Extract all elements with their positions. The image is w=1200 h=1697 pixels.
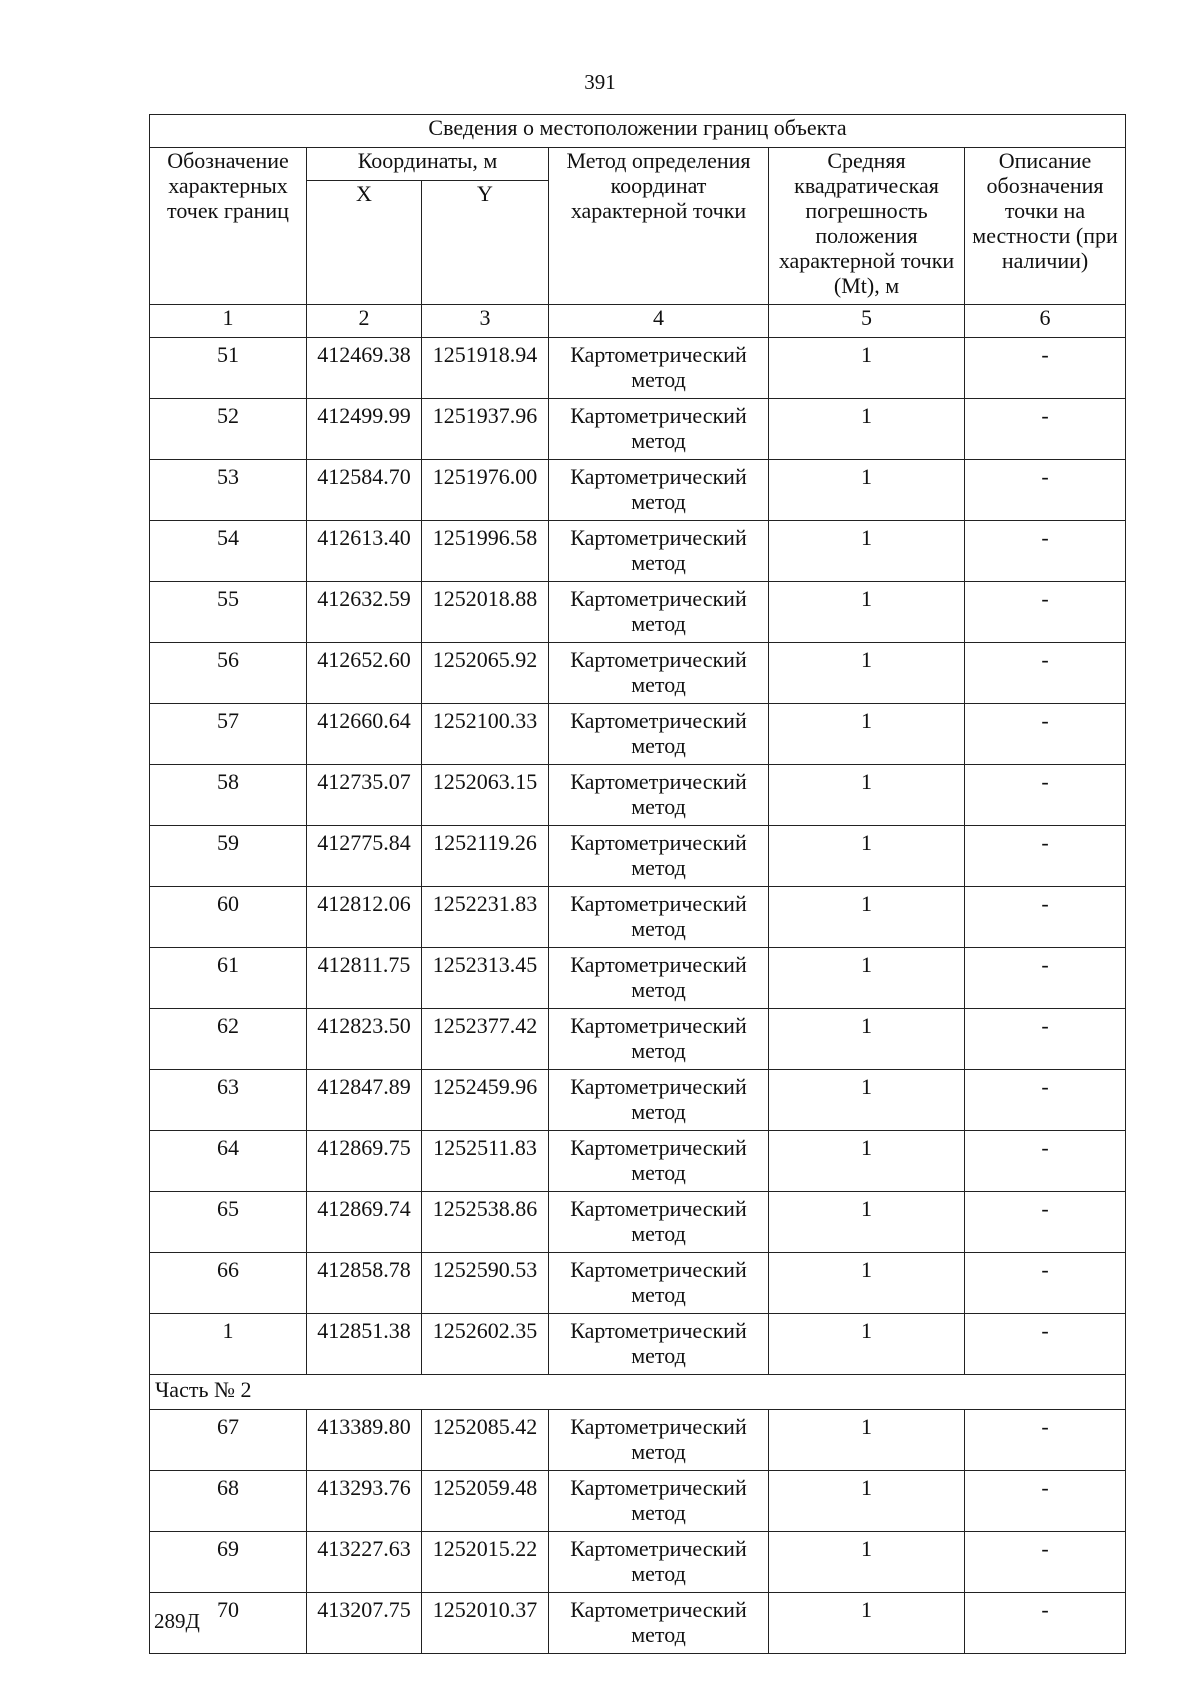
accuracy-cell: 1 [769, 1593, 965, 1654]
table-row [150, 1410, 1126, 1471]
method-cell: Картометрический метод [549, 1532, 769, 1593]
description-cell: - [965, 1070, 1126, 1131]
header-point-designation: Обозначение характерных точек границ [150, 148, 307, 305]
accuracy-cell: 1 [769, 887, 965, 948]
description-cell: - [965, 1314, 1126, 1375]
accuracy-cell: 1 [769, 1471, 965, 1532]
column-number: 2 [307, 305, 422, 338]
footer-code: 289Д [154, 1609, 200, 1633]
method-cell: Картометрический метод [549, 826, 769, 887]
y-coordinate-cell: 1252377.42 [422, 1009, 549, 1070]
point-cell: 53 [150, 460, 307, 521]
point-cell: 57 [150, 704, 307, 765]
point-cell: 55 [150, 582, 307, 643]
header-coordinates: Координаты, м [307, 148, 549, 181]
method-cell: Картометрический метод [549, 460, 769, 521]
x-coordinate-cell: 413293.76 [307, 1471, 422, 1532]
y-coordinate-cell: 1252015.22 [422, 1532, 549, 1593]
y-coordinate-cell: 1252459.96 [422, 1070, 549, 1131]
description-cell: - [965, 521, 1126, 582]
accuracy-cell: 1 [769, 1192, 965, 1253]
y-coordinate-cell: 1252313.45 [422, 948, 549, 1009]
method-cell: Картометрический метод [549, 1593, 769, 1654]
description-cell: - [965, 704, 1126, 765]
point-cell: 65 [150, 1192, 307, 1253]
accuracy-cell: 1 [769, 826, 965, 887]
description-cell: - [965, 1009, 1126, 1070]
y-coordinate-cell: 1252018.88 [422, 582, 549, 643]
description-cell: - [965, 765, 1126, 826]
accuracy-cell: 1 [769, 399, 965, 460]
point-cell: 61 [150, 948, 307, 1009]
y-coordinate-cell: 1252511.83 [422, 1131, 549, 1192]
x-coordinate-cell: 412869.74 [307, 1192, 422, 1253]
header-accuracy: Средняя квадратическая погрешность положения характерной точки (Mt), м [769, 148, 965, 305]
description-cell: - [965, 887, 1126, 948]
point-cell: 52 [150, 399, 307, 460]
point-cell: 56 [150, 643, 307, 704]
table-row [150, 948, 1126, 1009]
accuracy-cell: 1 [769, 643, 965, 704]
point-cell: 68 [150, 1471, 307, 1532]
accuracy-cell: 1 [769, 1253, 965, 1314]
method-cell: Картометрический метод [549, 948, 769, 1009]
method-cell: Картометрический метод [549, 338, 769, 399]
table-title-row [150, 115, 1126, 148]
description-cell: - [965, 1593, 1126, 1654]
y-coordinate-cell: 1252063.15 [422, 765, 549, 826]
table-row [150, 704, 1126, 765]
point-cell: 51 [150, 338, 307, 399]
method-cell: Картометрический метод [549, 887, 769, 948]
table-header-row [150, 148, 1126, 181]
point-cell: 63 [150, 1070, 307, 1131]
y-coordinate-cell: 1252590.53 [422, 1253, 549, 1314]
description-cell: - [965, 399, 1126, 460]
point-cell: 54 [150, 521, 307, 582]
y-coordinate-cell: 1252538.86 [422, 1192, 549, 1253]
x-coordinate-cell: 412847.89 [307, 1070, 422, 1131]
accuracy-cell: 1 [769, 1314, 965, 1375]
part-heading-row [150, 1375, 1126, 1410]
table-row [150, 582, 1126, 643]
x-coordinate-cell: 412499.99 [307, 399, 422, 460]
x-coordinate-cell: 413207.75 [307, 1593, 422, 1654]
method-cell: Картометрический метод [549, 582, 769, 643]
y-coordinate-cell: 1251976.00 [422, 460, 549, 521]
y-coordinate-cell: 1252602.35 [422, 1314, 549, 1375]
table-row [150, 1070, 1126, 1131]
table-row [150, 1009, 1126, 1070]
accuracy-cell: 1 [769, 1532, 965, 1593]
page-number: 391 [584, 70, 616, 94]
method-cell: Картометрический метод [549, 1192, 769, 1253]
method-cell: Картометрический метод [549, 765, 769, 826]
x-coordinate-cell: 413227.63 [307, 1532, 422, 1593]
point-cell: 66 [150, 1253, 307, 1314]
table-row [150, 521, 1126, 582]
accuracy-cell: 1 [769, 1009, 965, 1070]
description-cell: - [965, 1253, 1126, 1314]
y-coordinate-cell: 1252065.92 [422, 643, 549, 704]
table-row [150, 399, 1126, 460]
description-cell: - [965, 948, 1126, 1009]
accuracy-cell: 1 [769, 1070, 965, 1131]
table-row [150, 1253, 1126, 1314]
y-coordinate-cell: 1252119.26 [422, 826, 549, 887]
description-cell: - [965, 338, 1126, 399]
y-coordinate-cell: 1252010.37 [422, 1593, 549, 1654]
description-cell: - [965, 643, 1126, 704]
point-cell: 59 [150, 826, 307, 887]
table-row [150, 826, 1126, 887]
method-cell: Картометрический метод [549, 1070, 769, 1131]
header-description: Описание обозначения точки на местности (при наличии) [965, 148, 1126, 305]
point-cell: 70 [150, 1593, 307, 1654]
table-row [150, 1131, 1126, 1192]
table-row [150, 1314, 1126, 1375]
y-coordinate-cell: 1251918.94 [422, 338, 549, 399]
method-cell: Картометрический метод [549, 704, 769, 765]
x-coordinate-cell: 412660.64 [307, 704, 422, 765]
point-cell: 1 [150, 1314, 307, 1375]
table-row [150, 1593, 1126, 1654]
part-label: Часть № 2 [150, 1375, 1126, 1410]
y-coordinate-cell: 1252231.83 [422, 887, 549, 948]
table-row [150, 460, 1126, 521]
accuracy-cell: 1 [769, 1410, 965, 1471]
point-cell: 64 [150, 1131, 307, 1192]
header-y: Y [422, 181, 549, 305]
description-cell: - [965, 460, 1126, 521]
x-coordinate-cell: 412811.75 [307, 948, 422, 1009]
column-number: 5 [769, 305, 965, 338]
y-coordinate-cell: 1252059.48 [422, 1471, 549, 1532]
method-cell: Картометрический метод [549, 399, 769, 460]
description-cell: - [965, 826, 1126, 887]
y-coordinate-cell: 1252085.42 [422, 1410, 549, 1471]
accuracy-cell: 1 [769, 765, 965, 826]
x-coordinate-cell: 412851.38 [307, 1314, 422, 1375]
x-coordinate-cell: 412632.59 [307, 582, 422, 643]
method-cell: Картометрический метод [549, 1471, 769, 1532]
accuracy-cell: 1 [769, 582, 965, 643]
x-coordinate-cell: 412652.60 [307, 643, 422, 704]
boundary-coordinates-table [149, 114, 1126, 1654]
header-x: X [307, 181, 422, 305]
table-row [150, 1192, 1126, 1253]
description-cell: - [965, 1532, 1126, 1593]
description-cell: - [965, 1131, 1126, 1192]
table-row [150, 1471, 1126, 1532]
method-cell: Картометрический метод [549, 643, 769, 704]
table-title: Сведения о местоположении границ объекта [150, 115, 1126, 148]
accuracy-cell: 1 [769, 1131, 965, 1192]
method-cell: Картометрический метод [549, 1410, 769, 1471]
x-coordinate-cell: 412735.07 [307, 765, 422, 826]
table-row [150, 338, 1126, 399]
x-coordinate-cell: 412869.75 [307, 1131, 422, 1192]
accuracy-cell: 1 [769, 460, 965, 521]
description-cell: - [965, 1192, 1126, 1253]
accuracy-cell: 1 [769, 521, 965, 582]
point-cell: 60 [150, 887, 307, 948]
method-cell: Картометрический метод [549, 1009, 769, 1070]
point-cell: 69 [150, 1532, 307, 1593]
accuracy-cell: 1 [769, 948, 965, 1009]
table-row [150, 1532, 1126, 1593]
method-cell: Картометрический метод [549, 1131, 769, 1192]
header-method: Метод определения координат характерной точки [549, 148, 769, 305]
description-cell: - [965, 1410, 1126, 1471]
column-number: 3 [422, 305, 549, 338]
y-coordinate-cell: 1251996.58 [422, 521, 549, 582]
point-cell: 58 [150, 765, 307, 826]
column-number: 6 [965, 305, 1126, 338]
point-cell: 67 [150, 1410, 307, 1471]
x-coordinate-cell: 412812.06 [307, 887, 422, 948]
method-cell: Картометрический метод [549, 1253, 769, 1314]
x-coordinate-cell: 412584.70 [307, 460, 422, 521]
accuracy-cell: 1 [769, 704, 965, 765]
x-coordinate-cell: 412469.38 [307, 338, 422, 399]
x-coordinate-cell: 412858.78 [307, 1253, 422, 1314]
column-number: 1 [150, 305, 307, 338]
table-row [150, 887, 1126, 948]
point-cell: 62 [150, 1009, 307, 1070]
column-number-row [150, 305, 1126, 338]
method-cell: Картометрический метод [549, 521, 769, 582]
method-cell: Картометрический метод [549, 1314, 769, 1375]
y-coordinate-cell: 1251937.96 [422, 399, 549, 460]
column-number: 4 [549, 305, 769, 338]
x-coordinate-cell: 412823.50 [307, 1009, 422, 1070]
accuracy-cell: 1 [769, 338, 965, 399]
table-row [150, 765, 1126, 826]
x-coordinate-cell: 413389.80 [307, 1410, 422, 1471]
x-coordinate-cell: 412613.40 [307, 521, 422, 582]
table-row [150, 643, 1126, 704]
y-coordinate-cell: 1252100.33 [422, 704, 549, 765]
description-cell: - [965, 1471, 1126, 1532]
description-cell: - [965, 582, 1126, 643]
x-coordinate-cell: 412775.84 [307, 826, 422, 887]
